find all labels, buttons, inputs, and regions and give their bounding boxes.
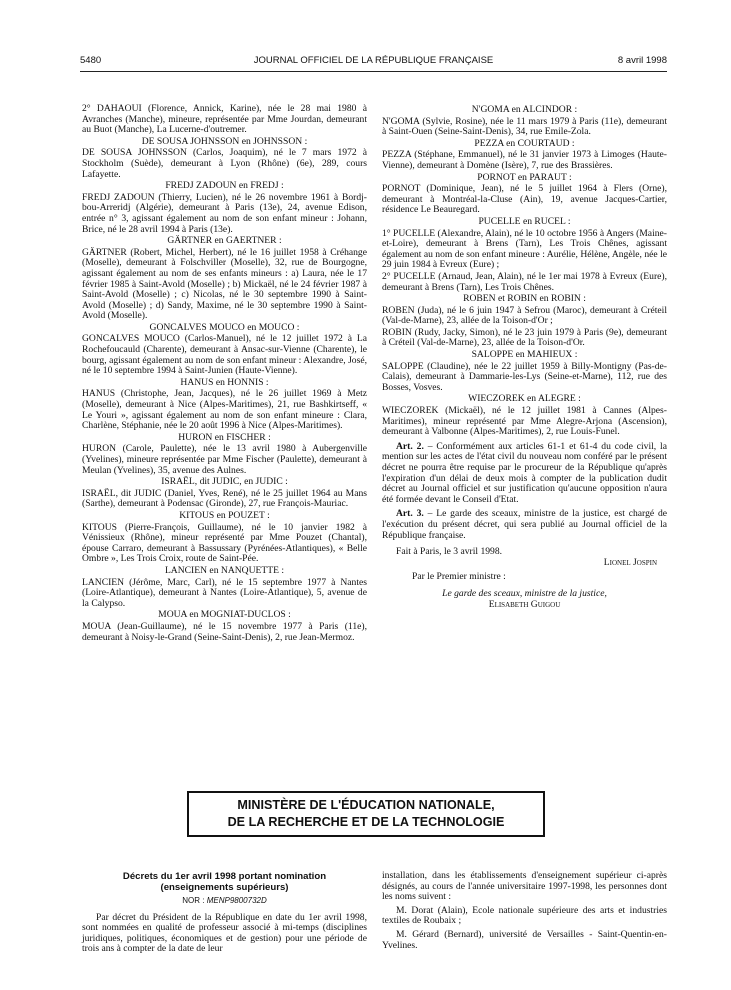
decree-right xyxy=(382,871,667,954)
name-change-list xyxy=(382,105,667,438)
name-change-entry: ROBIN (Rudy, Jacky, Simon), né le 23 juin 1979 à Paris (9e), demeurant à Créteil (Val-de-Marne), 23, allée de la Toison-d'Or. xyxy=(382,326,667,349)
article-3-text: – Le garde des sceaux, ministre de la justice, est chargé de l'exécution du présent décret, qui sera publié au Journal officiel de la République française. xyxy=(382,508,667,541)
minister-signature xyxy=(382,589,667,610)
name-change-entry: FREDJ ZADOUN (Thierry, Lucien), né le 26 novembre 1961 à Bordj-bou-Arreridj (Algérie), demeurant à Paris (13e), 24, avenue Edison, entrée n° 3, agissant également au nom de son enfant mineur : Johann, Brice, né le 28 avril 1994 à Paris (13e). xyxy=(82,191,367,235)
name-change-heading: PEZZA en COURTAUD : xyxy=(474,137,575,149)
minister-title: Le garde des sceaux, ministre de la justice, xyxy=(442,587,607,599)
right-column xyxy=(382,104,667,610)
name-change-heading: PUCELLE en RUCEL : xyxy=(478,215,571,227)
name-change-heading: LANCIEN en NANQUETTE : xyxy=(164,564,285,576)
name-change-heading: PORNOT en PARAUT : xyxy=(477,171,572,183)
left-column xyxy=(82,104,367,644)
signature-place-date: Fait à Paris, le 3 avril 1998. xyxy=(396,546,503,558)
name-change-heading: ISRAËL, dit JUDIC, en JUDIC : xyxy=(161,476,288,488)
decree-paragraph: Par décret du Président de la République en date du 1er avril 1998, sont nommées en qualité de professeur associé à mi-temps (disciplines juridiques, politiques, économiques et de gestion) pour une période de trois ans à compter de la date de leur xyxy=(82,911,367,955)
ministry-box xyxy=(187,791,545,837)
ministry-line-2: DE LA RECHERCHE ET DE LA TECHNOLOGIE xyxy=(227,815,505,829)
appointee-1: M. Dorat (Alain), Ecole nationale supérieure des arts et industries textiles de Roubaix ; xyxy=(382,904,667,927)
appointee-2: M. Gérard (Bernard), université de Versailles - Saint-Quentin-en-Yvelines. xyxy=(382,928,667,951)
decree-left xyxy=(82,871,367,955)
name-change-entry: HANUS (Christophe, Jean, Jacques), né le 26 juillet 1969 à Metz (Moselle), demeurant à Nice (Alpes-Maritimes), 21, rue Bashkirtseff, « Le Youri », agissant également au nom de son enfant mineure : Clara, Charlène, Stéphanie, née le 20 août 1996 à Nice (Alpes-Maritimes). xyxy=(82,388,367,432)
article-3 xyxy=(382,509,667,541)
minister-name: Elisabeth Guigou xyxy=(488,598,561,610)
name-change-entry: KITOUS (Pierre-François, Guillaume), né le 10 janvier 1982 à Vénissieux (Rhône), mineur représenté par Mme Pouzet (Chantal), épouse Carraro, demeurant à Bassussary (Pyrénées-Atlantiques), « Belle Ombre », Les Trois Croix, route de Saint-Pée. xyxy=(82,521,367,565)
page-header xyxy=(80,55,667,69)
name-change-heading: KITOUS en POUZET : xyxy=(179,509,270,521)
name-change-entry: ISRAËL, dit JUDIC (Daniel, Yves, René), né le 25 juillet 1964 au Mans (Sarthe), demeurant à Podensac (Gironde), 27, rue François-Mauriac. xyxy=(82,487,367,510)
header-rule xyxy=(80,71,667,72)
decree-title-line-1: Décrets du 1er avril 1998 portant nomination xyxy=(122,871,327,882)
name-change-heading: FREDJ ZADOUN en FREDJ : xyxy=(165,180,284,192)
name-change-heading: N'GOMA en ALCINDOR : xyxy=(471,104,578,115)
name-change-entry: MOUA (Jean-Guillaume), né le 15 novembre 1977 à Paris (11e), demeurant à Noisy-le-Grand (Seine-Saint-Denis), 2, rue Jean-Mermoz. xyxy=(82,620,367,643)
name-change-heading: HURON en FISCHER : xyxy=(178,431,271,443)
name-change-entry: 1° PUCELLE (Alexandre, Alain), né le 10 octobre 1956 à Angers (Maine-et-Loire), demeurant à Brens (Tarn), Les Trois Chênes, agissant également au nom de son enfant mineure : Aurélie, Hélène, Angèle, née le 29 juin 1984 à Evreux (Eure) ; xyxy=(382,227,667,271)
article-2-text: – Conformément aux articles 61-1 et 61-4 du code civil, la mention sur les actes de l'état civil du nouveau nom conféré par le présent décret ne pourra être requise par le procureur de la République qu'après l'expiration d'un délai de deux mois à compter de la publication dudit décret au Journal officiel et sur justification qu'aucune opposition n'aura été formée devant le Conseil d'Etat. xyxy=(382,440,667,505)
name-change-heading: MOUA en MOGNIAT-DUCLOS : xyxy=(158,609,291,621)
nor-code: MENP9800732D xyxy=(206,896,267,905)
name-change-heading: ROBEN et ROBIN en ROBIN : xyxy=(463,293,586,305)
article-2-label: Art. 2. xyxy=(396,440,424,452)
article-2 xyxy=(382,442,667,506)
prime-minister-line: Par le Premier ministre : xyxy=(412,571,506,583)
decree-title xyxy=(82,871,367,893)
article-3-label: Art. 3. xyxy=(396,508,424,520)
nor-reference xyxy=(82,896,367,907)
signer-name: Lionel Jospin xyxy=(603,556,657,568)
name-change-entry: PEZZA (Stéphane, Emmanuel), né le 31 janvier 1973 à Limoges (Haute-Vienne), demeurant à Domène (Isère), 7, rue des Brassières. xyxy=(382,149,667,171)
name-change-entry: GONCALVES MOUCO (Carlos-Manuel), né le 12 juillet 1972 à La Rochefoucauld (Charente), demeurant à Ansac-sur-Vienne (Charente), le bourg, agissant également au nom de son enfant mineur : Alexandre, José, né le 10 septembre 1994 à Saint-Junien (Haute-Vienne). xyxy=(82,333,367,377)
decree-continuation: installation, dans les établissements d'enseignement supérieur ci-après désignés, au cours de l'année universitaire 1997-1998, les personnes dont les noms suivent : xyxy=(382,870,667,903)
ministry-line-1: MINISTÈRE DE L'ÉDUCATION NATIONALE, xyxy=(237,798,495,812)
page-number: 5480 xyxy=(80,55,102,66)
issue-date: 8 avril 1998 xyxy=(617,55,667,66)
name-change-entry: LANCIEN (Jérôme, Marc, Carl), né le 15 septembre 1977 à Nantes (Loire-Atlantique), demeurant à Nantes (Loire-Atlantique), 5, avenue de la Calypso. xyxy=(82,576,367,609)
name-change-entry: DE SOUSA JOHNSSON (Carlos, Joaquim), né le 7 mars 1972 à Stockholm (Suède), demeurant à Lyon (Rhône) (6e), 289, cours Lafayette. xyxy=(82,147,367,180)
name-change-entry: SALOPPE (Claudine), née le 22 juillet 1959 à Billy-Montigny (Pas-de-Calais), demeurant à Dammarie-les-Lys (Seine-et-Marne), 112, rue des Bosses, Vosves. xyxy=(382,360,667,393)
name-change-entry: WIECZOREK (Mickaël), né le 12 juillet 1981 à Cannes (Alpes-Maritimes), mineur représenté par Mme Alegre-Arjona (Ascension), demeurant à Valbonne (Alpes-Maritimes), 2, rue Louis-Funel. xyxy=(382,405,667,438)
decree-title-line-2: (enseignements supérieurs) xyxy=(160,882,289,893)
journal-title: JOURNAL OFFICIEL DE LA RÉPUBLIQUE FRANÇAISE xyxy=(253,55,494,66)
name-change-heading: GONCALVES MOUCO en MOUCO : xyxy=(149,321,300,333)
name-change-entry: N'GOMA (Sylvie, Rosine), née le 11 mars 1979 à Paris (11e), demeurant à Saint-Ouen (Seine-Saint-Denis), 34, rue Emile-Zola. xyxy=(382,115,667,138)
nor-label: NOR : xyxy=(182,896,207,905)
name-change-heading: HANUS en HONNIS : xyxy=(180,376,269,388)
name-change-heading: SALOPPE en MAHIEUX : xyxy=(471,349,578,361)
name-change-entry: PORNOT (Dominique, Jean), né le 5 juillet 1964 à Flers (Orne), demeurant à Montréal-la-Cluse (Ain), 19, avenue Jacques-Cartier, résidence Le Beauregard. xyxy=(382,183,667,216)
name-change-heading: DE SOUSA JOHNSSON en JOHNSSON : xyxy=(141,135,308,147)
name-change-entry: GÄRTNER (Robert, Michel, Herbert), né le 16 juillet 1958 à Créhange (Moselle), demeurant à Folschviller (Moselle), 32, rue de Bourgogne, agissant également au nom de ses enfants mineurs : a) Laura, née le 17 février 1985 à Saint-Avold (Moselle) ; b) Mickaël, né le 24 février 1987 à Saint-Avold (Moselle) ; c) Nicolas, né le 30 septembre 1990 à Saint-Avold (Moselle) ; d) Sandy, Maxime, né le 30 septembre 1990 à Saint-Avold (Moselle). xyxy=(82,246,367,322)
name-change-heading: WIECZOREK en ALEGRE : xyxy=(468,393,581,405)
name-change-entry: 2° PUCELLE (Arnaud, Jean, Alain), né le 1er mai 1978 à Evreux (Eure), demeurant à Brens (Tarn), Les Trois Chênes. xyxy=(382,270,667,293)
name-change-entry: 2° DAHAOUI (Florence, Annick, Karine), née le 28 mai 1980 à Avranches (Manche), mineure, représentée par Mme Jourdan, demeurant au Buot (Manche), La Lucerne-d'outremer. xyxy=(82,103,367,136)
name-change-heading: GÄRTNER en GAERTNER : xyxy=(167,235,282,247)
name-change-entry: ROBEN (Juda), né le 6 juin 1947 à Sefrou (Maroc), demeurant à Créteil (Val-de-Marne), 23, allée de la Toison-d'Or ; xyxy=(382,304,667,327)
name-change-entry: HURON (Carole, Paulette), née le 13 avril 1980 à Aubergenville (Yvelines), mineure représentée par Mme Fischer (Paulette), demeurant à Meulan (Yvelines), 35, avenue des Aulnes. xyxy=(82,443,367,476)
